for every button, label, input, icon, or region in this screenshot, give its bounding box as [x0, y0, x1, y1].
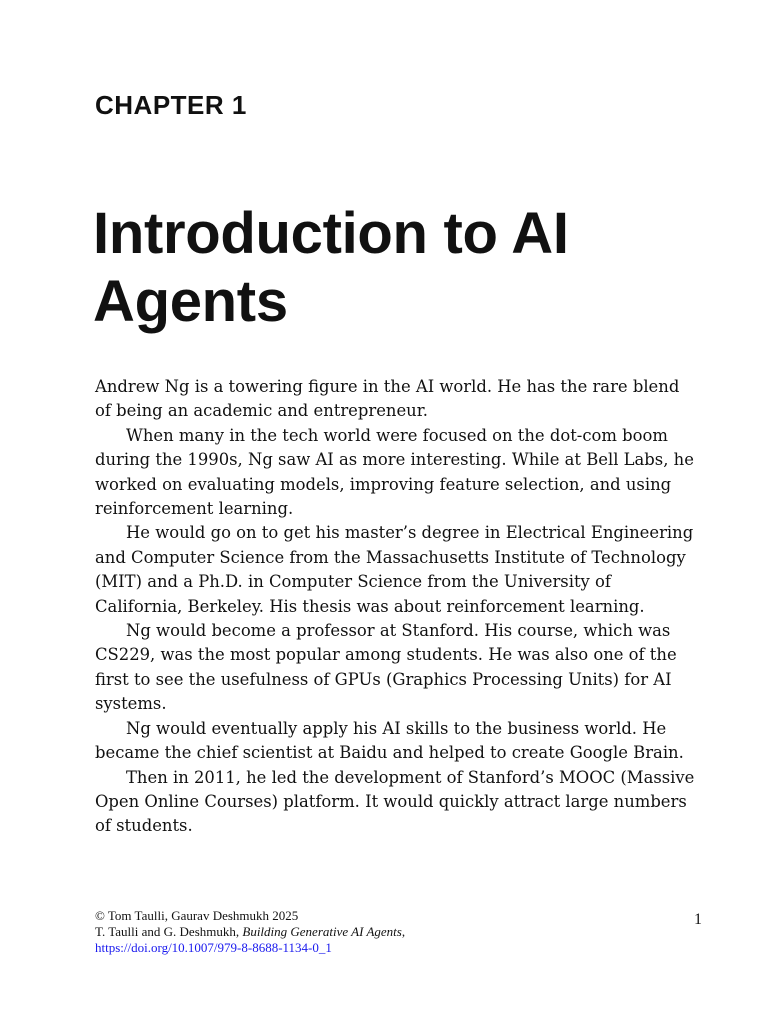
paragraph: Then in 2011, he led the development of Stanford’s MOOC (Massive Open Online Courses) platform. It would quickly attract large numbers of students. [95, 767, 695, 836]
citation-suffix: , [401, 924, 406, 939]
paragraph: Ng would eventually apply his AI skills to the business world. He became the chief scientist at Baidu and helped to create Google Brain. [95, 718, 684, 763]
chapter-body [95, 375, 700, 839]
citation [95, 924, 705, 940]
citation-book-title: Building Generative AI Agents [242, 924, 402, 939]
chapter-label: CHAPTER 1 [95, 90, 247, 120]
paragraph: Ng would become a professor at Stanford. His course, which was CS229, was the most popular among students. He was also one of the first to see the usefulness of GPUs (Graphics Processing Units) for AI systems. [95, 621, 677, 714]
doi-link[interactable]: https://doi.org/10.1007/979-8-8688-1134-0_1 [95, 940, 332, 955]
page-footer [95, 908, 705, 956]
paragraph: He would go on to get his master’s degree in Electrical Engineering and Computer Science from the Massachusetts Institute of Technology (MIT) and a Ph.D. in Computer Science from the University of California, Berkeley. His thesis was about reinforcement learning. [95, 523, 694, 616]
copyright-notice: © Tom Taulli, Gaurav Deshmukh 2025 [95, 908, 299, 923]
citation-authors: T. Taulli and G. Deshmukh, [95, 924, 243, 939]
paragraph: Andrew Ng is a towering figure in the AI world. He has the rare blend of being an academic and entrepreneur. [95, 377, 680, 421]
page-number: 1 [694, 911, 702, 928]
paragraph: When many in the tech world were focused on the dot-com boom during the 1990s, Ng saw AI as more interesting. While at Bell Labs, he worked on evaluating models, improving feature selection, and using reinforcement learning. [95, 425, 694, 519]
chapter-title: Introduction to AI Agents [93, 201, 569, 334]
